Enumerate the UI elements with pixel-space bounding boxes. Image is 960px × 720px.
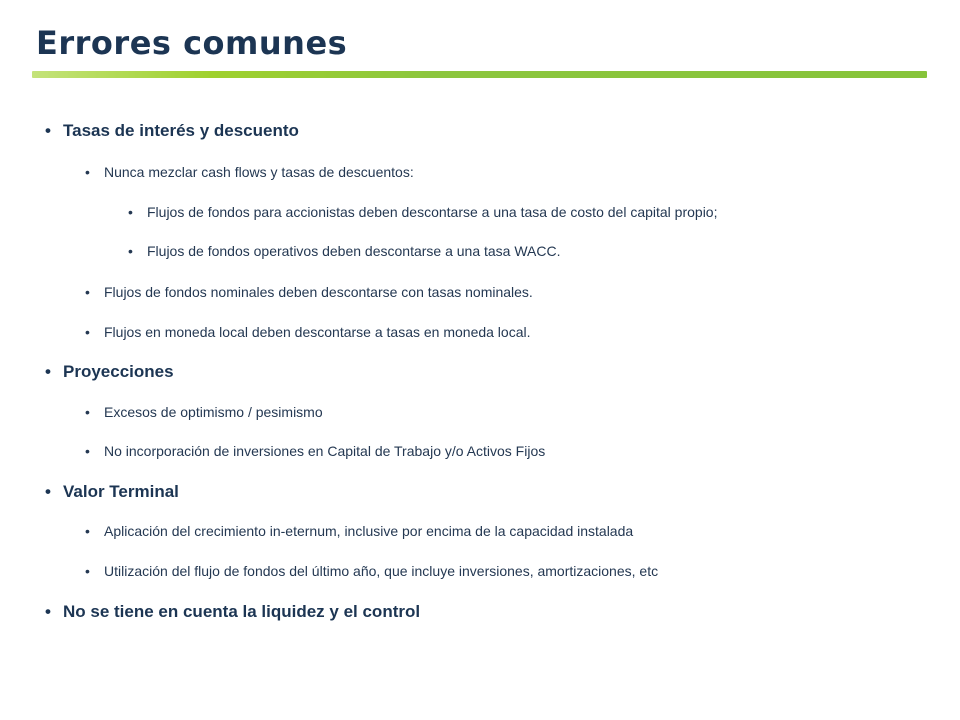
list-item-text: Excesos de optimismo / pesimismo xyxy=(104,404,323,420)
bullet-icon: • xyxy=(45,602,51,621)
bullet-icon: • xyxy=(85,523,90,539)
bullet-icon: • xyxy=(85,443,90,459)
sub-list-item-text: Flujos de fondos operativos deben descontarse a una tasa WACC. xyxy=(147,243,561,259)
list-item-text: Nunca mezclar cash flows y tasas de descuentos: xyxy=(104,164,414,180)
bullet-icon: • xyxy=(45,482,51,501)
sub-list-item-text: Flujos de fondos para accionistas deben descontarse a una tasa de costo del capital propio; xyxy=(147,204,718,220)
bullet-icon: • xyxy=(45,121,51,140)
bullet-icon: • xyxy=(85,563,90,579)
bullet-icon: • xyxy=(85,324,90,340)
bullet-icon: • xyxy=(128,243,133,259)
list-item-text: Utilización del flujo de fondos del último año, que incluye inversiones, amortizaciones, etc xyxy=(104,563,659,579)
slide-title: Errores comunes xyxy=(36,24,348,62)
bullet-icon: • xyxy=(45,362,51,381)
section-heading-text: Valor Terminal xyxy=(63,482,179,501)
bullet-icon: • xyxy=(85,404,90,420)
list-item-text: No incorporación de inversiones en Capital de Trabajo y/o Activos Fijos xyxy=(104,443,546,459)
list-item-text: Aplicación del crecimiento in-eternum, inclusive por encima de la capacidad instalada xyxy=(104,523,634,539)
title-underline-rule xyxy=(32,71,927,78)
section-heading-text: Tasas de interés y descuento xyxy=(63,121,299,140)
list-item-text: Flujos de fondos nominales deben descontarse con tasas nominales. xyxy=(104,284,533,300)
list-item-text: Flujos en moneda local deben descontarse a tasas en moneda local. xyxy=(104,324,531,340)
bullet-icon: • xyxy=(85,164,90,180)
section-heading-text: No se tiene en cuenta la liquidez y el control xyxy=(63,602,421,621)
section-heading-text: Proyecciones xyxy=(63,362,174,381)
bullet-icon: • xyxy=(85,284,90,300)
bullet-icon: • xyxy=(128,204,133,220)
